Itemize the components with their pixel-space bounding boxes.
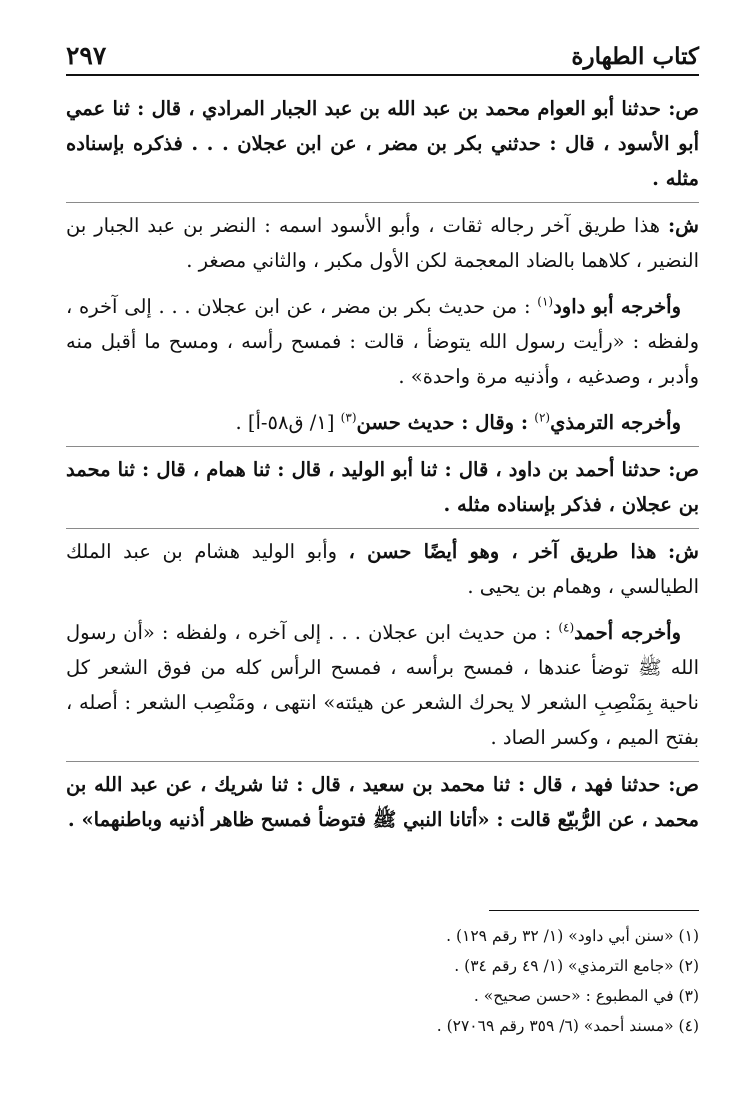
running-header <box>66 30 699 76</box>
sad-marker: ص: <box>668 97 699 120</box>
footnote-divider <box>489 910 699 911</box>
paragraph-sad-1 <box>66 86 699 203</box>
paragraph-bold-text: هذا طريق آخر ، وهو أيضًا حسن ، <box>348 540 657 563</box>
paragraph-text: حدثنا أحمد بن داود ، قال : ثنا أبو الوليد ، قال : ثنا همام ، قال : ثنا محمد بن عجلان ، فذكر بإسناده مثله . <box>66 458 699 516</box>
sad-marker: ص: <box>668 773 699 796</box>
chapter-title: كتاب الطهارة <box>571 43 699 70</box>
paragraph-text: : من حديث بكر بن مضر ، عن ابن عجلان . . . إلى آخره ، ولفظه : «رأيت رسول الله يتوضأ ، قالت : فمسح رأسه ، ومسح ما أقبل منه وأدبر ، وصدغيه ، وأذنيه مرة واحدة» . <box>66 295 699 388</box>
footnote-2: (٢) «جامع الترمذي» (١/ ٤٩ رقم ٣٤) . <box>454 957 699 975</box>
main-text <box>66 86 699 843</box>
footnote-ref[interactable]: (٢) <box>534 410 551 425</box>
sad-marker: ص: <box>668 458 699 481</box>
paragraph-text: : من حديث ابن عجلان . . . إلى آخره ، ولفظه : «أن رسول الله ﷺ توضأ عندها ، فمسح برأسه ، فمسح الرأس كله من فوق الشعر كل ناحية بِمَنْصِبِ الشعر لا يحرك الشعر عن هيئته» انتهى ، ومَنْصِب الشعر : أصله ، بفتح الميم ، وكسر الصاد . <box>66 621 699 749</box>
paragraph-tirmidhi <box>66 400 699 447</box>
source-name: وأخرجه أحمد <box>574 621 681 644</box>
paragraph-text: وأبو الوليد هشام بن عبد الملك الطيالسي ، وهمام بن يحيى . <box>66 540 699 598</box>
footnote-4: (٤) «مسند أحمد» (٦/ ٣٥٩ رقم ٢٧٠٦٩) . <box>436 1017 699 1035</box>
paragraph-ahmad <box>66 610 699 762</box>
paragraph-sad-2 <box>66 447 699 529</box>
manuscript-ref: [١/ ق٥٨-أ] . <box>235 411 335 434</box>
paragraph-sad-3 <box>66 762 699 843</box>
paragraph-abu-dawud <box>66 284 699 400</box>
footnote-ref[interactable]: (٤) <box>558 620 575 635</box>
source-name: وأخرجه الترمذي <box>550 411 681 434</box>
paragraph-shin-2 <box>66 529 699 610</box>
shin-marker: ش: <box>667 540 699 563</box>
footnotes <box>66 910 699 1041</box>
footnote-1: (١) «سنن أبي داود» (١/ ٣٢ رقم ١٢٩) . <box>446 927 699 945</box>
footnote-ref[interactable]: (١) <box>537 294 554 309</box>
paragraph-text: حدثنا أبو العوام محمد بن عبد الله بن عبد الجبار المرادي ، قال : ثنا عمي أبو الأسود ، قال : حدثني بكر بن مضر ، عن ابن عجلان . . . فذكره بإسناده مثله . <box>66 97 699 190</box>
page-number: ٢٩٧ <box>66 41 107 70</box>
paragraph-text: حدثنا فهد ، قال : ثنا محمد بن سعيد ، قال : ثنا شريك ، عن عبد الله بن محمد ، عن الرُّبيّع قالت : «أتانا النبي ﷺ فتوضأ فمسح ظاهر أذنيه وباطنهما» . <box>66 773 699 831</box>
shin-marker: ش: <box>667 214 699 237</box>
paragraph-text: : وقال : حديث حسن <box>356 411 529 434</box>
footnote-ref[interactable]: (٣) <box>340 410 357 425</box>
footnote-3: (٣) في المطبوع : «حسن صحيح» . <box>473 987 699 1005</box>
source-name: وأخرجه أبو داود <box>553 295 682 318</box>
paragraph-shin-1 <box>66 203 699 284</box>
paragraph-text: هذا طريق آخر رجاله ثقات ، وأبو الأسود اسمه : النضر بن عبد الجبار بن النضير ، كلاهما بالضاد المعجمة لكن الأول مكبر ، والثاني مصغر . <box>66 214 699 272</box>
